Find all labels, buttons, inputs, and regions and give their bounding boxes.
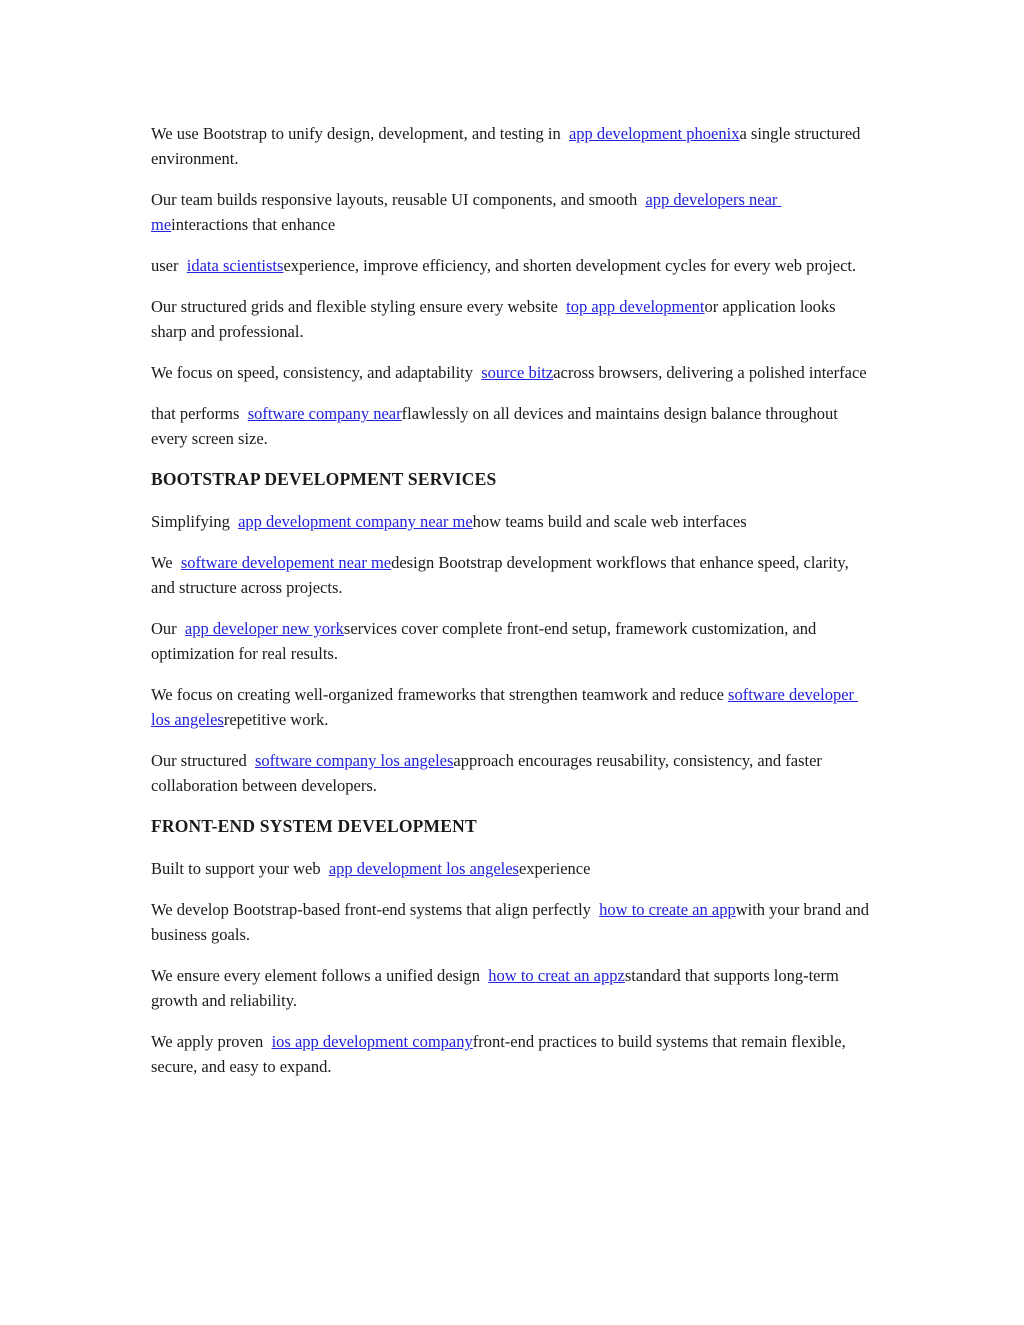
text-link[interactable]: idata scientists: [186, 256, 284, 275]
text-run: repetitive work.: [223, 710, 329, 729]
paragraph: [151, 509, 871, 534]
paragraph: [151, 748, 871, 798]
text-run: design Bootstrap development workflows that enhance speed, clarity, and structure across projects.: [151, 553, 853, 597]
paragraph: [151, 187, 871, 237]
text-run: across browsers, delivering a polished interface: [553, 363, 867, 382]
text-run: user: [151, 256, 187, 275]
text-run: flawlessly on all devices and maintains design balance throughout every screen size.: [151, 404, 842, 448]
paragraph: [151, 682, 871, 732]
text-link[interactable]: software company near: [247, 404, 402, 423]
paragraph: [151, 294, 871, 344]
paragraph: [151, 121, 871, 171]
text-run: We: [151, 553, 181, 572]
text-run: Our team builds responsive layouts, reusable UI components, and smooth: [151, 190, 646, 209]
text-link[interactable]: how to creat an appz: [488, 966, 625, 985]
text-link[interactable]: app developers near me: [151, 190, 782, 234]
text-run: experience, improve efficiency, and shorten development cycles for every web project.: [283, 256, 857, 275]
text-run: how teams build and scale web interfaces: [472, 512, 747, 531]
text-link[interactable]: software developer los angeles: [151, 685, 859, 729]
text-run: or application looks sharp and professional.: [151, 297, 840, 341]
text-run: We use Bootstrap to unify design, development, and testing in: [151, 124, 569, 143]
paragraph: [151, 550, 871, 600]
text-run: Our structured grids and flexible styling ensure every website: [151, 297, 567, 316]
text-link[interactable]: ios app development company: [271, 1032, 473, 1051]
paragraph: [151, 616, 871, 666]
text-run: that performs: [151, 404, 248, 423]
text-link[interactable]: how to create an app: [599, 900, 736, 919]
text-run: Our: [151, 619, 185, 638]
paragraph: [151, 253, 871, 278]
text-run: We ensure every element follows a unified design: [151, 966, 489, 985]
text-run: experience: [518, 859, 591, 878]
paragraph: [151, 963, 871, 1013]
text-run: front-end practices to build systems that remain flexible, secure, and easy to expand.: [151, 1032, 850, 1076]
text-run: Our structured: [151, 751, 256, 770]
text-run: Simplifying: [151, 512, 239, 531]
text-link[interactable]: software developement near me: [180, 553, 392, 572]
text-link[interactable]: top app development: [566, 297, 705, 316]
text-run: We focus on speed, consistency, and adaptability: [151, 363, 482, 382]
paragraph: [151, 897, 874, 947]
text-link[interactable]: app development los angeles: [328, 859, 519, 878]
text-run: We develop Bootstrap-based front-end systems that align perfectly: [151, 900, 600, 919]
text-run: We apply proven: [151, 1032, 272, 1051]
text-run: approach encourages reusability, consistency, and faster collaboration between developers.: [151, 751, 827, 795]
text-run: Built to support your web: [151, 859, 329, 878]
paragraph: [151, 360, 871, 385]
text-link[interactable]: source bitz: [481, 363, 554, 382]
text-run: standard that supports long-term growth and reliability.: [151, 966, 843, 1010]
paragraph: [151, 1029, 871, 1079]
text-link[interactable]: app development phoenix: [568, 124, 740, 143]
text-run: interactions that enhance: [171, 215, 336, 234]
text-link[interactable]: software company los angeles: [255, 751, 454, 770]
paragraph: [151, 401, 871, 451]
text-run: a single structured environment.: [151, 124, 865, 168]
text-run: with your brand and business goals.: [151, 900, 874, 944]
section-heading: FRONT-END SYSTEM DEVELOPMENT: [151, 816, 477, 836]
text-run: We focus on creating well-organized frameworks that strengthen teamwork and reduce: [151, 685, 729, 704]
text-link[interactable]: app developer new york: [184, 619, 344, 638]
text-run: services cover complete front-end setup, framework customization, and optimization for real results.: [151, 619, 821, 663]
section-heading: BOOTSTRAP DEVELOPMENT SERVICES: [151, 469, 497, 489]
text-link[interactable]: app development company near me: [238, 512, 473, 531]
paragraph: [151, 856, 871, 881]
